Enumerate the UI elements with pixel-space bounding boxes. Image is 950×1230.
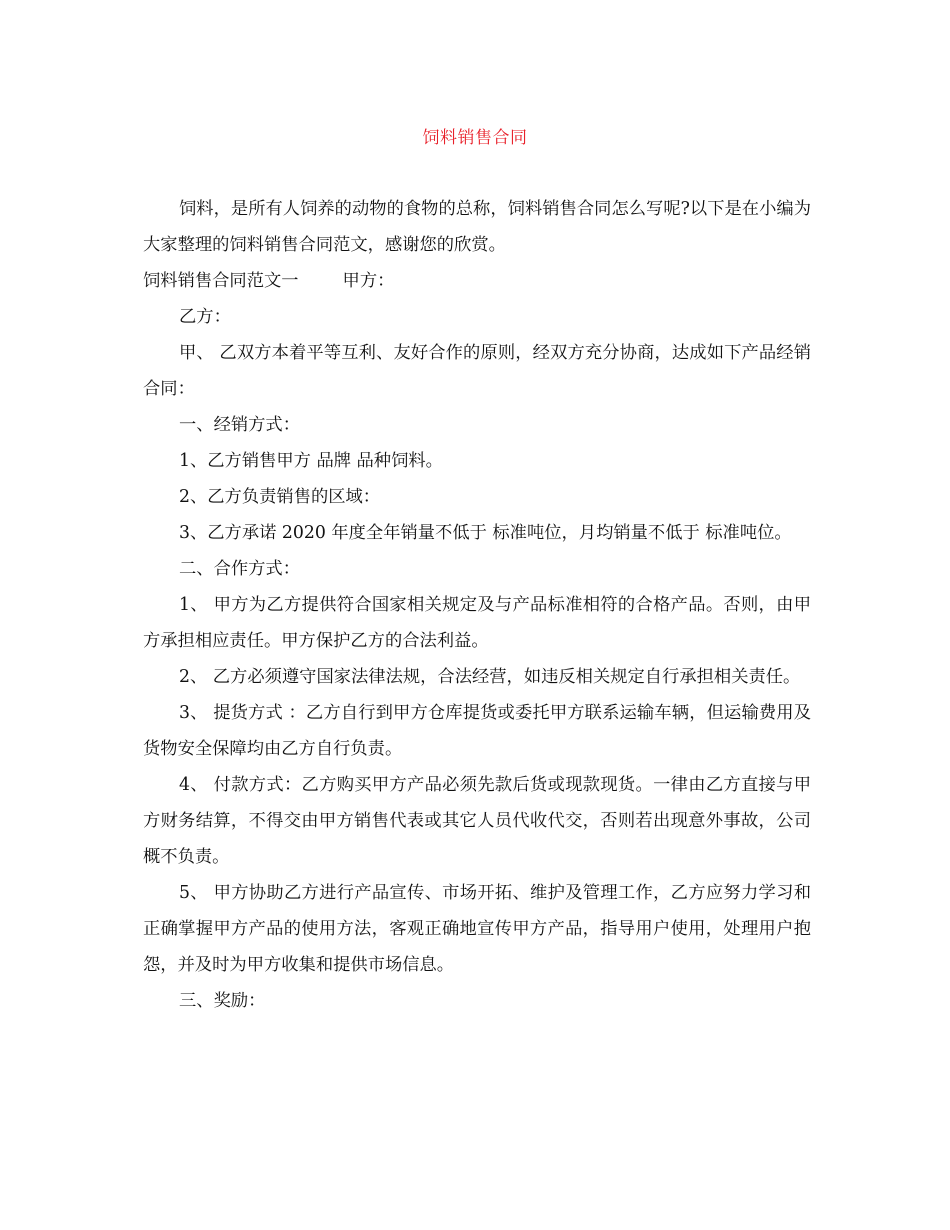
list-item: 3、 提货方式 ：乙方自行到甲方仓库提货或委托甲方联系运输车辆，但运输费用及货物安全保障均由乙方自行负责。 [143,703,811,759]
section-heading-1: 一、经销方式： [179,415,300,435]
list-item: 4、 付款方式：乙方购买甲方产品必须先款后货或现款现货。一律由乙方直接与甲方财务结算，不得交由甲方销售代表或其它人员代收代交，否则若出现意外事故，公司概不负责。 [143,775,811,867]
party-a-label: 甲方： [342,271,395,291]
list-item: 2、乙方负责销售的区域： [179,487,381,507]
paragraph-party-b: 乙方： [179,307,231,327]
list-item: 1、乙方销售甲方 品牌 品种饲料。 [179,451,443,471]
section-heading-3: 三、奖励： [179,991,266,1011]
list-item: 1、 甲方为乙方提供符合国家相关规定及与产品标准相符的合格产品。否则，由甲方承担相应责任。甲方保护乙方的合法利益。 [143,595,811,651]
paragraph-preamble: 甲、 乙双方本着平等互利、友好合作的原则，经双方充分协商，达成如下产品经销合同： [143,343,811,399]
section-heading-2: 二、合作方式： [179,559,300,579]
list-item: 3、乙方承诺 2020 年度全年销量不低于 标准吨位，月均销量不低于 标准吨位。 [179,523,792,543]
paragraph-intro: 饲料，是所有人饲养的动物的食物的总称，饲料销售合同怎么写呢?以下是在小编为大家整理的饲料销售合同范文，感谢您的欣赏。 [143,199,811,255]
document-title: 饲料销售合同 [422,128,528,148]
list-item: 2、 乙方必须遵守国家法律法规，合法经营，如违反相关规定自行承担相关责任。 [179,667,801,687]
paragraph-sample-heading [143,263,811,299]
document-body [143,191,811,1019]
sample-heading-text: 饲料销售合同范文一 [143,271,299,291]
list-item: 5、 甲方协助乙方进行产品宣传、市场开拓、维护及管理工作，乙方应努力学习和正确掌握甲方产品的使用方法，客观正确地宣传甲方产品，指导用户使用，处理用户抱怨，并及时为甲方收集和提供市场信息。 [143,883,811,975]
